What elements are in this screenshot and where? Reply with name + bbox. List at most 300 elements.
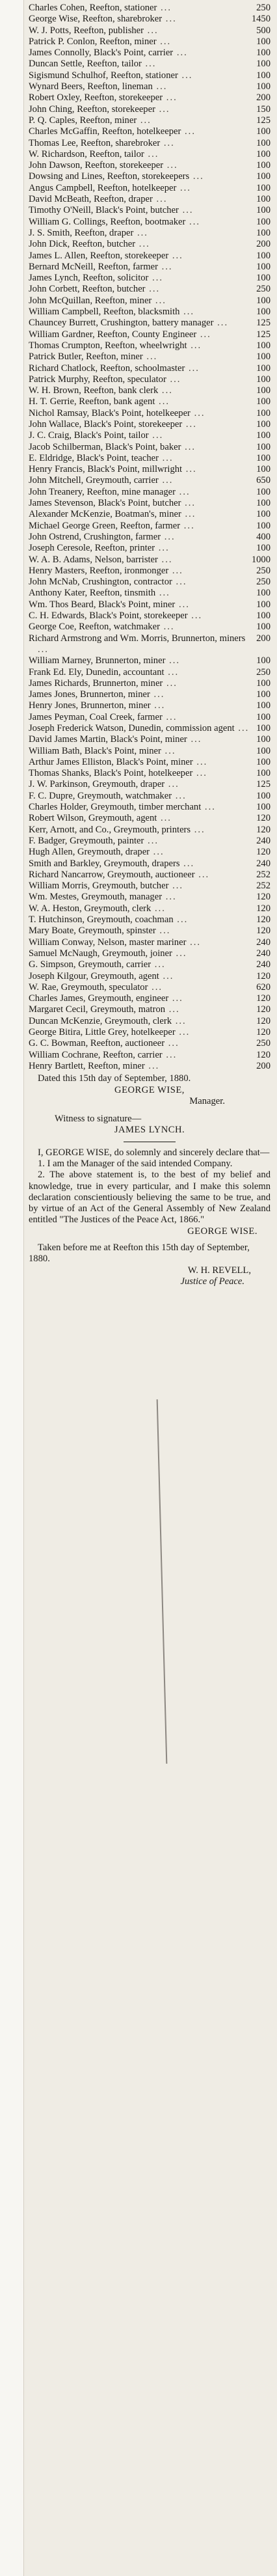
dot-leader: ... bbox=[161, 745, 176, 756]
shareholder-details: William Marney, Brunnerton, miner ... bbox=[29, 655, 181, 666]
dot-leader: ... bbox=[166, 374, 181, 385]
share-count: 100 bbox=[256, 655, 270, 666]
shareholder-details: Bernard McNeill, Reefton, farmer ... bbox=[29, 261, 173, 272]
dot-leader: ... bbox=[159, 452, 174, 463]
shareholder-details: Arthur James Elliston, Black's Point, miner ... bbox=[29, 756, 208, 767]
dot-leader: ... bbox=[144, 1060, 160, 1071]
dot-leader: ... bbox=[175, 1027, 191, 1038]
shareholder-details: Thomas Crumpton, Reefton, wheelwright ... bbox=[29, 340, 202, 351]
list-item bbox=[29, 700, 270, 711]
dot-leader: ... bbox=[157, 261, 173, 272]
shareholder-details: Richard Armstrong and Wm. Morris, Brunnerton, miners ... bbox=[29, 633, 246, 655]
dot-leader: ... bbox=[133, 227, 148, 238]
dot-leader: ... bbox=[165, 779, 179, 790]
dot-leader: ... bbox=[178, 70, 193, 81]
declaration-point-1: 1. I am the Manager of the said intended Company. bbox=[38, 1158, 233, 1169]
share-count: 120 bbox=[256, 914, 270, 925]
list-item bbox=[29, 104, 270, 115]
shareholder-list bbox=[29, 3, 270, 1072]
dot-leader: ... bbox=[172, 948, 187, 959]
share-count: 100 bbox=[256, 148, 270, 159]
share-count: 100 bbox=[256, 250, 270, 261]
share-count: 200 bbox=[256, 1060, 270, 1071]
share-count: 100 bbox=[256, 588, 270, 599]
dot-leader: ... bbox=[165, 655, 181, 666]
dot-leader: ... bbox=[168, 881, 184, 892]
list-item bbox=[29, 396, 270, 407]
witness-name: JAMES LYNCH. bbox=[114, 1125, 185, 1136]
list-item bbox=[29, 532, 270, 543]
dot-leader: ... bbox=[181, 441, 196, 452]
shareholder-details: Sigismund Schulhof, Reefton, stationer ... bbox=[29, 70, 193, 81]
shareholder-details: P. Q. Caples, Reefton, miner ... bbox=[29, 115, 152, 126]
share-count: 100 bbox=[256, 59, 270, 70]
shareholder-details: James Richards, Brunnerton, miner ... bbox=[29, 678, 178, 689]
list-item bbox=[29, 870, 270, 881]
dot-leader: ... bbox=[182, 418, 197, 430]
dot-leader: ... bbox=[185, 216, 200, 227]
share-count: 240 bbox=[256, 858, 270, 869]
share-count: 100 bbox=[256, 520, 270, 531]
page-margin bbox=[0, 0, 24, 2576]
dot-leader: ... bbox=[158, 475, 174, 486]
shareholder-details: Thomas Lee, Reefton, sharebroker ... bbox=[29, 137, 175, 148]
shareholder-details: George Wise, Reefton, sharebroker ... bbox=[29, 14, 177, 25]
dot-leader: ... bbox=[181, 126, 196, 137]
shareholder-details: Joseph Frederick Watson, Dunedin, commission agent ... bbox=[29, 723, 250, 733]
shareholder-details: Smith and Barkley, Greymouth, drapers ... bbox=[29, 858, 195, 869]
shareholder-details: Henry Bartlett, Reefton, miner ... bbox=[29, 1060, 160, 1071]
list-item bbox=[29, 655, 270, 666]
list-item bbox=[29, 318, 270, 329]
dot-leader: ... bbox=[135, 239, 150, 250]
dot-leader: ... bbox=[163, 160, 178, 171]
share-count: 100 bbox=[256, 543, 270, 554]
shareholder-details: Richard Nancarrow, Greymouth, auctioneer ... bbox=[29, 869, 210, 880]
justice-name: W. H. REVELL, bbox=[187, 1265, 251, 1276]
shareholder-details: Timothy O'Neill, Black's Point, butcher ... bbox=[29, 205, 194, 216]
dot-leader: ... bbox=[192, 768, 207, 779]
dot-leader: ... bbox=[151, 903, 166, 914]
share-count: 250 bbox=[256, 565, 270, 576]
list-item bbox=[29, 194, 270, 205]
dot-leader: ... bbox=[38, 644, 49, 655]
list-item bbox=[29, 982, 270, 993]
share-count: 100 bbox=[256, 700, 270, 711]
share-count: 100 bbox=[256, 385, 270, 396]
dot-leader: ... bbox=[162, 1049, 178, 1060]
list-item bbox=[29, 971, 270, 982]
share-count: 100 bbox=[256, 295, 270, 306]
shareholder-details: T. Hutchinson, Greymouth, coachman ... bbox=[29, 914, 189, 925]
dot-leader: ... bbox=[172, 790, 187, 801]
shareholder-details: W. J. Potts, Reefton, publisher ... bbox=[29, 25, 159, 36]
list-item bbox=[29, 734, 270, 745]
list-item bbox=[29, 205, 270, 216]
shareholder-details: John Dawson, Reefton, storekeeper ... bbox=[29, 160, 178, 171]
dot-leader: ... bbox=[176, 486, 191, 497]
dot-leader: ... bbox=[175, 599, 190, 610]
share-count: 120 bbox=[256, 813, 270, 824]
list-item bbox=[29, 92, 270, 103]
shareholder-details: Margaret Cecil, Greymouth, matron ... bbox=[29, 1004, 180, 1015]
dot-leader: ... bbox=[156, 36, 172, 47]
shareholder-details: Robert Oxley, Reefton, storekeeper ... bbox=[29, 92, 178, 103]
list-item bbox=[29, 712, 270, 723]
share-count: 120 bbox=[256, 847, 270, 858]
shareholder-details: William Cochrane, Reefton, carrier ... bbox=[29, 1049, 178, 1060]
shareholder-details: F. Badger, Greymouth, painter ... bbox=[29, 835, 159, 846]
list-item bbox=[29, 340, 270, 351]
shareholder-details: Duncan McKenzie, Greymouth, clerk ... bbox=[29, 1015, 187, 1026]
list-item bbox=[29, 251, 270, 262]
share-count: 120 bbox=[256, 1004, 270, 1015]
dot-leader: ... bbox=[181, 509, 196, 520]
share-count: 100 bbox=[256, 418, 270, 430]
shareholder-details: W. H. Brown, Reefton, bank clerk ... bbox=[29, 385, 173, 396]
share-count: 240 bbox=[256, 835, 270, 846]
share-count: 100 bbox=[256, 599, 270, 610]
list-item bbox=[29, 25, 270, 36]
list-item bbox=[29, 509, 270, 520]
list-item bbox=[29, 149, 270, 160]
shareholder-details: E. Eldridge, Black's Point, teacher ... bbox=[29, 452, 174, 463]
share-count: 100 bbox=[256, 486, 270, 497]
shareholder-details: Henry Masters, Reefton, ironmonger ... bbox=[29, 565, 183, 576]
dot-leader: ... bbox=[181, 498, 196, 509]
shareholder-details: Mary Boate, Greymouth, spinster ... bbox=[29, 925, 171, 937]
dot-leader: ... bbox=[162, 892, 177, 903]
list-item bbox=[29, 836, 270, 847]
list-item bbox=[29, 475, 270, 486]
list-item bbox=[29, 543, 270, 554]
shareholder-details: Charles Holder, Greymouth, timber merchant ... bbox=[29, 802, 216, 813]
list-item bbox=[29, 1050, 270, 1061]
list-item bbox=[29, 993, 270, 1004]
shareholder-details: William Conway, Nelson, master mariner ... bbox=[29, 937, 202, 948]
list-item bbox=[29, 487, 270, 498]
dot-leader: ... bbox=[179, 307, 195, 318]
shareholder-details: David McBeath, Reefton, draper ... bbox=[29, 194, 168, 205]
shareholder-details: William Bath, Black's Point, miner ... bbox=[29, 745, 176, 756]
shareholder-details: Michael George Green, Reefton, farmer ... bbox=[29, 520, 195, 531]
shareholder-details: J. W. Parkinson, Greymouth, draper ... bbox=[29, 779, 179, 790]
share-count: 100 bbox=[256, 452, 270, 463]
dot-leader: ... bbox=[159, 970, 174, 981]
list-item bbox=[29, 903, 270, 914]
list-item bbox=[29, 948, 270, 959]
share-count: 250 bbox=[256, 577, 270, 588]
shareholder-details: James L. Allen, Reefton, storekeeper ... bbox=[29, 250, 183, 261]
dot-leader: ... bbox=[141, 59, 157, 70]
shareholder-details: Nichol Ramsay, Black's Point, hotelkeeper ... bbox=[29, 407, 205, 418]
dot-leader: ... bbox=[201, 802, 216, 813]
share-count: 650 bbox=[256, 475, 270, 486]
shareholder-details: Duncan Settle, Reefton, tailor ... bbox=[29, 59, 157, 70]
shareholder-details: Anthony Kater, Reefton, tinsmith ... bbox=[29, 588, 170, 599]
shareholder-details: W. Richardson, Reefton, tailor ... bbox=[29, 148, 159, 159]
share-count: 250 bbox=[256, 666, 270, 678]
share-count: 125 bbox=[256, 329, 270, 340]
dot-leader: ... bbox=[176, 182, 191, 193]
dot-leader: ... bbox=[187, 734, 202, 745]
dot-leader: ... bbox=[165, 1004, 180, 1015]
list-item bbox=[29, 160, 270, 171]
shareholder-details: Angus Campbell, Reefton, hotelkeeper ... bbox=[29, 182, 191, 193]
dot-leader: ... bbox=[158, 385, 173, 396]
share-count: 100 bbox=[256, 610, 270, 622]
share-count: 100 bbox=[256, 407, 270, 418]
list-item bbox=[29, 138, 270, 149]
list-item bbox=[29, 689, 270, 700]
list-item bbox=[29, 228, 270, 239]
list-item bbox=[29, 430, 270, 441]
dot-leader: ... bbox=[191, 824, 205, 835]
list-item bbox=[29, 14, 270, 25]
shareholder-details: H. T. Gerrie, Reefton, bank agent ... bbox=[29, 396, 170, 407]
share-count: 120 bbox=[256, 1049, 270, 1060]
list-item bbox=[29, 273, 270, 284]
dot-leader: ... bbox=[157, 813, 172, 824]
dot-leader: ... bbox=[144, 25, 159, 36]
dot-leader: ... bbox=[151, 959, 166, 970]
list-item bbox=[29, 1004, 270, 1015]
list-item bbox=[29, 3, 270, 14]
dot-leader: ... bbox=[159, 622, 175, 633]
dot-leader: ... bbox=[187, 610, 203, 622]
list-item bbox=[29, 1027, 270, 1038]
dot-leader: ... bbox=[152, 194, 168, 205]
shareholder-details: Frank Ed. Ely, Dunedin, accountant ... bbox=[29, 666, 179, 678]
shareholder-details: George Bitira, Little Grey, hotelkeeper ... bbox=[29, 1027, 191, 1038]
list-item bbox=[29, 307, 270, 318]
dot-leader: ... bbox=[190, 407, 205, 418]
share-count: 100 bbox=[256, 768, 270, 779]
list-item bbox=[29, 453, 270, 464]
dot-leader: ... bbox=[189, 171, 204, 182]
list-item bbox=[29, 385, 270, 396]
shareholder-details: James Jones, Brunnerton, miner ... bbox=[29, 689, 165, 700]
dot-leader: ... bbox=[179, 858, 195, 869]
list-item bbox=[29, 555, 270, 566]
share-count: 200 bbox=[256, 92, 270, 103]
share-count: 150 bbox=[256, 103, 270, 115]
share-count: 400 bbox=[256, 531, 270, 542]
share-count: 100 bbox=[256, 464, 270, 475]
share-count: 120 bbox=[256, 993, 270, 1004]
shareholder-details: John Treanery, Reefton, mine manager ... bbox=[29, 486, 191, 497]
share-count: 100 bbox=[256, 498, 270, 509]
shareholder-details: John Corbett, Reefton, butcher ... bbox=[29, 284, 161, 295]
share-count: 120 bbox=[256, 892, 270, 903]
shareholder-details: Jacob Schilberman, Black's Point, baker ... bbox=[29, 441, 196, 452]
dated-line: Dated this 15th day of September, 1880. bbox=[38, 1073, 191, 1084]
share-count: 252 bbox=[256, 881, 270, 892]
dot-leader: ... bbox=[148, 273, 164, 284]
list-item bbox=[29, 723, 270, 734]
share-count: 120 bbox=[256, 925, 270, 937]
shareholder-details: Wm. Thos Beard, Black's Point, miner ... bbox=[29, 599, 190, 610]
shareholder-details: John McNab, Crushington, contractor ... bbox=[29, 577, 187, 588]
shareholder-details: Henry Jones, Brunnerton, miner ... bbox=[29, 700, 166, 711]
list-item bbox=[29, 1016, 270, 1027]
dot-leader: ... bbox=[182, 464, 197, 475]
declaration-signature: GEORGE WISE. bbox=[187, 1226, 257, 1237]
shareholder-details: Robert Wilson, Greymouth, agent ... bbox=[29, 813, 172, 824]
shareholder-details: Kerr, Arnott, and Co., Greymouth, printers ... bbox=[29, 824, 205, 835]
dot-leader: ... bbox=[160, 137, 175, 148]
list-item bbox=[29, 791, 270, 802]
dot-leader: ... bbox=[173, 914, 189, 925]
share-count: 100 bbox=[256, 227, 270, 238]
share-count: 240 bbox=[256, 959, 270, 970]
dot-leader: ... bbox=[144, 835, 159, 846]
share-count: 100 bbox=[256, 622, 270, 633]
list-item bbox=[29, 959, 270, 970]
dot-leader: ... bbox=[161, 531, 176, 542]
share-count: 125 bbox=[256, 115, 270, 126]
list-item bbox=[29, 363, 270, 374]
shareholder-details: John Ostrend, Crushington, farmer ... bbox=[29, 531, 176, 542]
share-count: 100 bbox=[256, 734, 270, 745]
share-count: 100 bbox=[256, 194, 270, 205]
share-count: 100 bbox=[256, 205, 270, 216]
shareholder-details: James Peyman, Coal Creek, farmer ... bbox=[29, 711, 178, 722]
share-count: 100 bbox=[256, 261, 270, 272]
list-item bbox=[29, 442, 270, 453]
share-count: 100 bbox=[256, 273, 270, 284]
list-item bbox=[29, 768, 270, 779]
dot-leader: ... bbox=[155, 396, 170, 407]
shareholder-details: Charles James, Greymouth, engineer ... bbox=[29, 993, 183, 1004]
dot-leader: ... bbox=[172, 1015, 187, 1026]
dot-leader: ... bbox=[162, 711, 178, 722]
dot-leader: ... bbox=[144, 148, 159, 159]
share-count: 200 bbox=[256, 633, 270, 644]
shareholder-details: John McQuillan, Reefton, miner ... bbox=[29, 295, 166, 306]
shareholder-details: John Wallace, Black's Point, storekeeper ... bbox=[29, 418, 197, 430]
justice-title: Justice of Peace. bbox=[180, 1276, 244, 1287]
share-count: 100 bbox=[256, 430, 270, 441]
dot-leader: ... bbox=[157, 554, 173, 565]
paper-crease bbox=[157, 1399, 168, 1764]
share-count: 250 bbox=[256, 1038, 270, 1049]
list-item bbox=[29, 622, 270, 633]
shareholder-details: Dowsing and Lines, Reefton, storekeepers ... bbox=[29, 171, 204, 182]
dot-leader: ... bbox=[178, 205, 194, 216]
dot-leader: ... bbox=[150, 700, 166, 711]
shareholder-details: James Lynch, Reefton, solicitor ... bbox=[29, 273, 164, 284]
share-count: 100 bbox=[256, 36, 270, 47]
taken-before-line: Taken before me at Reefton this 15th day of September, 1880. bbox=[29, 1242, 250, 1265]
shareholder-details: James Connolly, Black's Point, carrier ... bbox=[29, 48, 188, 59]
share-count: 100 bbox=[256, 711, 270, 722]
dot-leader: ... bbox=[163, 92, 178, 103]
share-count: 100 bbox=[256, 441, 270, 452]
share-count: 100 bbox=[256, 48, 270, 59]
shareholder-details: James Stevenson, Black's Point, butcher ... bbox=[29, 498, 196, 509]
list-item bbox=[29, 115, 270, 126]
signer-name: GEORGE WISE, bbox=[114, 1084, 185, 1095]
share-count: 100 bbox=[256, 307, 270, 318]
share-count: 125 bbox=[256, 318, 270, 329]
share-count: 100 bbox=[256, 509, 270, 520]
list-item bbox=[29, 295, 270, 307]
share-count: 120 bbox=[256, 970, 270, 981]
dot-leader: ... bbox=[173, 48, 188, 59]
share-count: 1450 bbox=[251, 14, 270, 25]
share-count: 100 bbox=[256, 678, 270, 689]
dot-leader: ... bbox=[137, 115, 152, 126]
list-item bbox=[29, 408, 270, 419]
share-count: 500 bbox=[256, 25, 270, 36]
signer-role: Manager. bbox=[189, 1095, 225, 1106]
list-item bbox=[29, 678, 270, 689]
dot-leader: ... bbox=[148, 981, 163, 993]
list-item bbox=[29, 1061, 270, 1072]
list-item bbox=[29, 813, 270, 824]
list-item bbox=[29, 633, 270, 656]
shareholder-details: Patrick Murphy, Reefton, speculator ... bbox=[29, 374, 181, 385]
dot-leader: ... bbox=[194, 869, 210, 880]
dot-leader: ... bbox=[185, 363, 200, 374]
list-item bbox=[29, 610, 270, 622]
list-item bbox=[29, 802, 270, 813]
share-count: 100 bbox=[256, 745, 270, 756]
list-item bbox=[29, 239, 270, 250]
dot-leader: ... bbox=[150, 689, 165, 700]
dot-leader: ... bbox=[196, 329, 211, 340]
witness-heading: Witness to signature— bbox=[55, 1114, 142, 1125]
shareholder-details: J. S. Smith, Reefton, draper ... bbox=[29, 227, 148, 238]
list-item bbox=[29, 599, 270, 610]
shareholder-details: F. C. Dupre, Greymouth, watchmaker ... bbox=[29, 790, 187, 801]
shareholder-details: Chauncey Burrett, Crushington, battery manager ... bbox=[29, 318, 229, 329]
share-count: 100 bbox=[256, 137, 270, 148]
shareholder-details: Patrick P. Conlon, Reefton, miner ... bbox=[29, 36, 172, 47]
shareholder-details: Thomas Shanks, Black's Point, hotelkeeper ... bbox=[29, 768, 207, 779]
list-item bbox=[29, 757, 270, 768]
dot-leader: ... bbox=[213, 318, 229, 329]
shareholder-details: William Morris, Greymouth, butcher ... bbox=[29, 881, 184, 892]
share-count: 200 bbox=[256, 239, 270, 250]
list-item bbox=[29, 914, 270, 925]
share-count: 100 bbox=[256, 790, 270, 801]
declaration-intro: I, GEORGE WISE, do solemnly and sincerely declare that— bbox=[38, 1147, 270, 1158]
list-item bbox=[29, 667, 270, 678]
share-count: 1000 bbox=[251, 554, 270, 565]
share-count: 100 bbox=[256, 81, 270, 92]
shareholder-details: C. H. Edwards, Black's Point, storekeeper ... bbox=[29, 610, 203, 622]
shareholder-details: G. C. Bowman, Reefton, auctioneer ... bbox=[29, 1038, 179, 1049]
share-count: 100 bbox=[256, 396, 270, 407]
dot-leader: ... bbox=[192, 756, 208, 767]
share-count: 120 bbox=[256, 903, 270, 914]
share-count: 620 bbox=[256, 981, 270, 993]
shareholder-details: Henry Francis, Black's Point, millwright ... bbox=[29, 464, 197, 475]
dot-leader: ... bbox=[152, 295, 166, 306]
list-item bbox=[29, 70, 270, 81]
share-count: 100 bbox=[256, 689, 270, 700]
share-count: 100 bbox=[256, 340, 270, 351]
share-count: 240 bbox=[256, 948, 270, 959]
share-count: 100 bbox=[256, 126, 270, 137]
list-item bbox=[29, 374, 270, 385]
dot-leader: ... bbox=[172, 577, 187, 588]
shareholder-details: John Dick, Reefton, butcher ... bbox=[29, 239, 150, 250]
share-count: 100 bbox=[256, 374, 270, 385]
list-item bbox=[29, 329, 270, 340]
